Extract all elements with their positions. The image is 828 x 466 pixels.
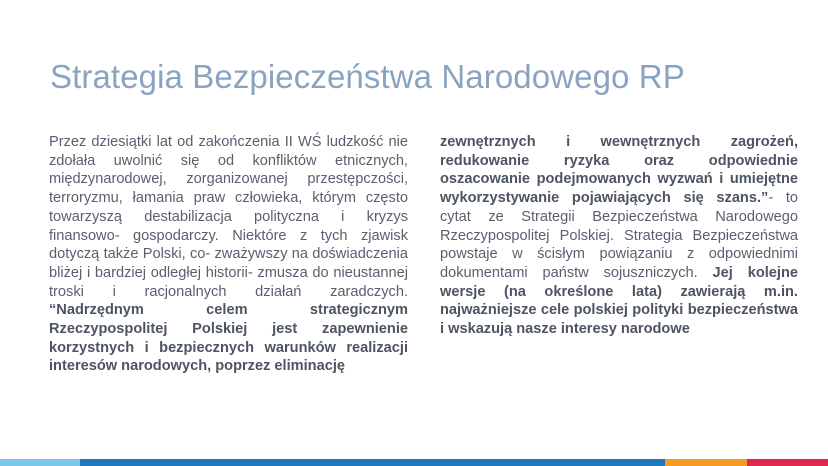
left-paragraph-text: Przez dziesiątki lat od zakończenia II WŚ ludzkość nie zdołała uwolnić się od konfliktów etnicznych, międzynarodowej, zorganizowanej przestępczości, terroryzmu, łamania praw człowieka, którym często towarzyszą destabilizacja polityczna i kryzys finansowo- gospodarczy. Niektóre z tych zjawisk dotyczą także Polski, co- zważywszy na doświadczenia bliżej i bardziej odległej historii- zmusza do nieustannej troski i racjonalnych działań zaradczych. [49,134,408,300]
bar-segment-orange [665,459,747,466]
right-text-column [440,133,798,339]
right-bold-conclusion: Jej kolejne wersje (na określone lata) zawierają m.in. najważniejsze cele polskiej polityki bezpieczeństwa i wskazują nasze interesy narodowe [440,264,798,338]
bar-segment-blue [80,459,665,466]
bar-segment-light-blue [0,459,80,466]
left-bold-quote: “Nadrzędnym celem strategicznym Rzeczypospolitej Polskiej jest zapewnienie korzystnych i bezpiecznych warunków realizacji interesów narodowych, poprzez eliminację [49,302,408,375]
right-bold-quote: zewnętrznych i wewnętrznych zagrożeń, redukowanie ryzyka oraz odpowiednie oszacowanie podejmowanych wyzwań i umiejętne wykorzystywanie pojawiających się szans.” [440,134,798,207]
bar-segment-red [747,459,828,466]
slide-title: Strategia Bezpieczeństwa Narodowego RP [50,58,685,95]
right-paragraph-text: - to cytat ze Strategii Bezpieczeństwa Narodowego Rzeczypospolitej Polskiej. Strategia Bezpieczeństwa powstaje w ścisłym powiązaniu z odpowiednimi dokumentami państw sojuszniczych. [440,190,798,281]
left-text-column [49,133,408,376]
bottom-color-bar [0,459,828,466]
